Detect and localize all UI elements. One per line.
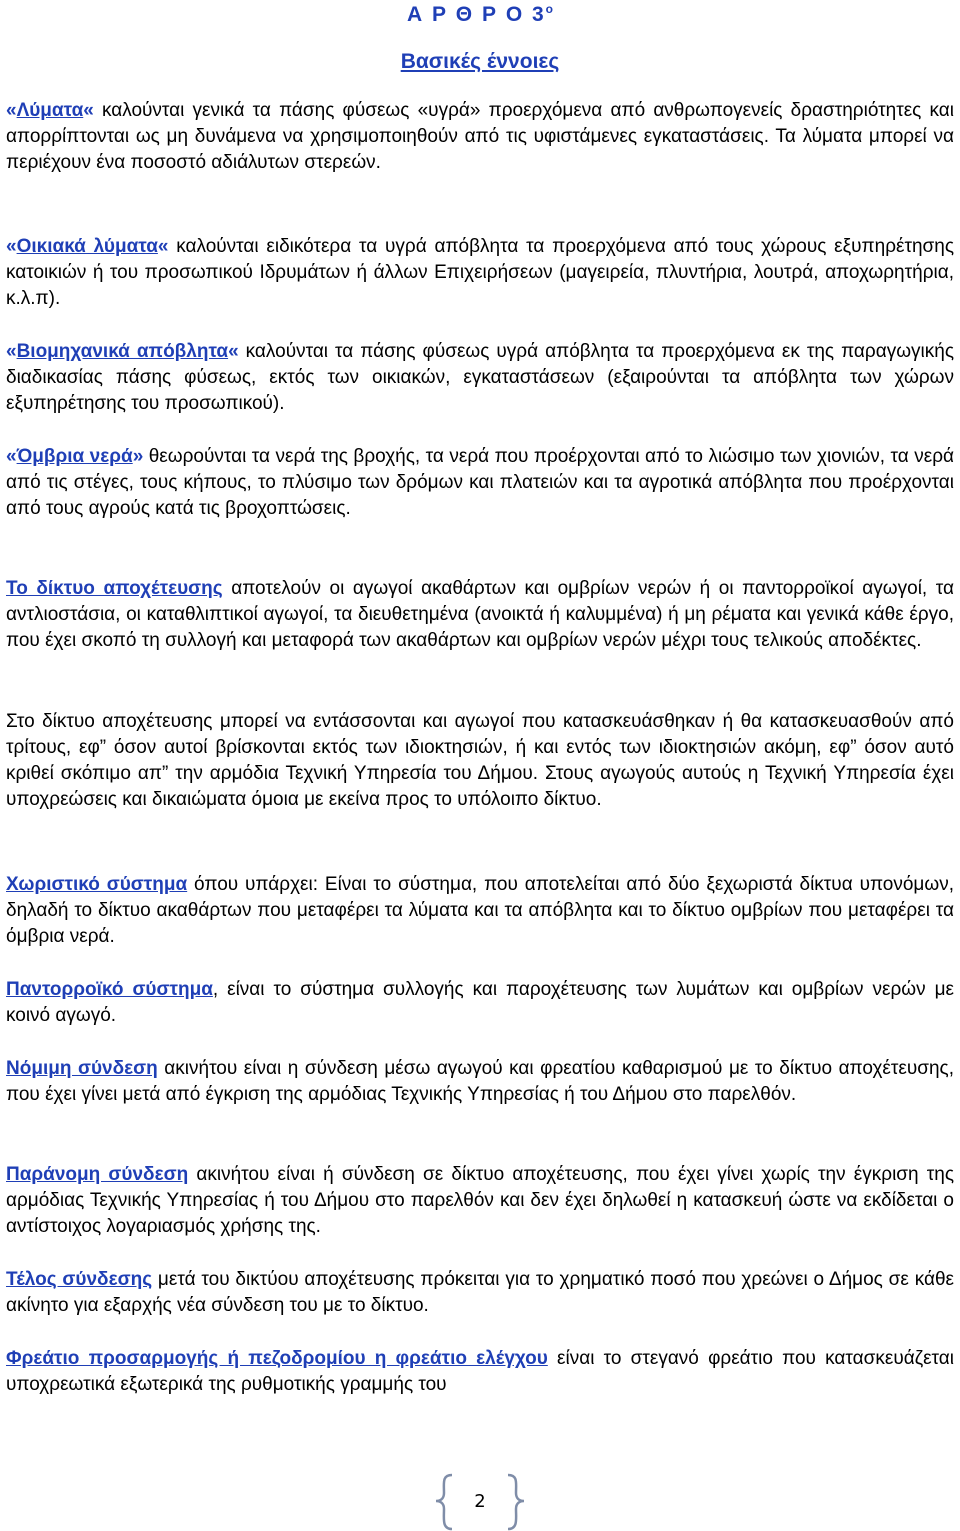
- defined-term: Βιομηχανικά απόβλητα: [16, 341, 229, 362]
- quote-open: «: [6, 236, 17, 257]
- page-number: 2: [474, 1491, 486, 1512]
- defined-term: Παντορροϊκό σύστημα: [6, 979, 213, 1000]
- page-footer: [430, 1471, 530, 1531]
- definition-text: καλούνται ειδικότερα τα υγρά απόβλητα τα προερχόμενα από τους χώρους εξυπηρέτησης κατοικιών ή του προσωπικού Ιδρυμάτων ή άλλων Επιχειρήσεων (μαγειρεία, πλυντήρια, λουτρά, αποχωρητήρια, κ.λ.π).: [6, 236, 954, 309]
- definition-paragraph: [6, 444, 954, 522]
- definition-paragraph: [6, 872, 954, 950]
- quote-close: «: [157, 236, 169, 257]
- defined-term: Νόμιμη σύνδεση: [6, 1058, 158, 1079]
- definition-text: ακινήτου είναι ή σύνδεση σε δίκτυο αποχέτευσης, που έχει γίνει χωρίς την έγκριση της αρμόδιας Τεχνικής Υπηρεσίας ή του Δήμου στο παρελθόν και δεν έχει δηλωθεί η κατασκευή ώστε να εκδίδεται ο αντίστοιχος λογαριασμός χρήσης της.: [6, 1164, 954, 1237]
- definition-text: αποτελούν οι αγωγοί ακαθάρτων και ομβρίων νερών ή οι παντορροϊκοί αγωγοί, τα αντλιοστάσια, οι καταθλιπτικοί αγωγοί, τα διευθετημένα (ανοικτά ή καλυμμένα) ή μη ρέματα και γενικά κάθε έργο, που έχει σκοπό τη συλλογή και μεταφορά των ακαθάρτων και ομβρίων νερών μέχρι τους τελικούς αποδέκτες.: [6, 578, 954, 651]
- article-title: [0, 2, 960, 27]
- definition-paragraph: [6, 1346, 954, 1398]
- definition-text: είναι το στεγανό φρεάτιο που κατασκευάζεται υποχρεωτικά εξωτερικά της ρυθμοτικής γραμμής του: [6, 1348, 954, 1395]
- definition-text: ακινήτου είναι η σύνδεση μέσω αγωγού και φρεατίου καθαρισμού με το δίκτυο αποχέτευσης, που έχει γίνει μετά από έγκριση της αρμόδιας Τεχνικής Υπηρεσίας ή του Δήμου στο παρελθόν.: [6, 1058, 954, 1105]
- article-title-text: Α Ρ Θ Ρ Ο 3: [406, 3, 546, 26]
- quote-close: »: [132, 446, 144, 467]
- article-title-ordinal: ο: [545, 2, 554, 16]
- definition-paragraph: [6, 1056, 954, 1108]
- defined-term: Παράνομη σύνδεση: [6, 1164, 189, 1185]
- defined-term: Χωριστικό σύστημα: [6, 874, 188, 895]
- definition-text: , είναι το σύστημα συλλογής και παροχέτευσης των λυμάτων και ομβρίων νερών με κοινό αγωγό.: [6, 979, 954, 1026]
- quote-close: «: [83, 100, 94, 121]
- defined-term: Τέλος σύνδεσης: [6, 1269, 153, 1290]
- definition-text: καλούνται τα πάσης φύσεως υγρά απόβλητα τα προερχόμενα εκ της παραγωγικής διαδικασίας πάσης φύσεως, εκτός των οικιακών, εγκαταστάσεων (εξαιρούνται τα απόβλητα των χώρων εξυπηρέτησης του προσωπικού).: [6, 341, 954, 414]
- defined-term: Το δίκτυο αποχέτευσης: [6, 578, 223, 599]
- quote-open: «: [6, 446, 17, 467]
- quote-close: «: [228, 341, 239, 362]
- definition-paragraph: [6, 339, 954, 417]
- defined-term: Φρεάτιο προσαρμογής ή πεζοδρομίου η φρεάτιο ελέγχου: [6, 1348, 548, 1369]
- defined-term: Όμβρια νερά: [16, 446, 133, 467]
- section-subtitle: Βασικές έννοιες: [400, 50, 560, 73]
- defined-term: Λύματα: [16, 100, 84, 121]
- definition-paragraph: [6, 234, 954, 312]
- defined-term: Οικιακά λύματα: [16, 236, 158, 257]
- definition-paragraph: [6, 1267, 954, 1319]
- definition-text: θεωρούνται τα νερά της βροχής, τα νερά που προέρχονται από το λιώσιμο των χιονιών, τα νερά από τις στέγες, τους κήπους, το πλύσιμο των δρόμων και πλατειών και τα αγροτικά απόβλητα που προέρχονται από τους αγρούς κατά τις βροχοπτώσεις.: [6, 446, 955, 519]
- definition-text: όπου υπάρχει: Είναι το σύστημα, που αποτελείται από δύο ξεχωριστά δίκτυα υπονόμων, δηλαδή το δίκτυο ακαθάρτων που μεταφέρει τα λύματα και τα απόβλητα και το δίκτυο ομβρίων που μεταφέρει τα όμβρια νερά.: [6, 874, 954, 947]
- definition-text: καλούνται γενικά τα πάσης φύσεως «υγρά» προερχόμενα από ανθρωπογενείς δραστηριότητες και απορρίπτονται ως μη δυνάμενα να χρησιμοποιηθούν από τις υφιστάμενες εγκαταστάσεις. Τα λύματα μπορεί να περιέχουν ένα ποσοστό αδιάλυτων στερεών.: [6, 100, 954, 173]
- definition-paragraph: [6, 977, 954, 1029]
- body-paragraph: Στο δίκτυο αποχέτευσης μπορεί να εντάσσονται και αγωγοί που κατασκευάσθηκαν ή θα κατασκευασθούν από τρίτους, εφ” όσον αυτοί βρίσκονται εκτός των ιδιοκτησιών, ή και εντός των ιδιοκτησιών ακόμη, εφ” όσον αυτό κριθεί σκόπιμο απ” την αρμόδια Τεχνική Υπηρεσία του Δήμου. Στους αγωγούς αυτούς η Τεχνική Υπηρεσία έχει υποχρεώσεις και δικαιώματα όμοια με εκείνα προς το υπόλοιπο δίκτυο.: [6, 711, 954, 810]
- definition-paragraph: [6, 98, 954, 176]
- definition-paragraph: [6, 576, 954, 654]
- quote-open: «: [6, 341, 17, 362]
- definition-paragraph: [6, 1162, 954, 1240]
- definition-text: μετά του δικτύου αποχέτευσης πρόκειται για το χρηματικό ποσό που χρεώνει ο Δήμος σε κάθε ακίνητο για εξαρχής νέα σύνδεση του με το δίκτυο.: [6, 1269, 954, 1316]
- quote-open: «: [6, 100, 17, 121]
